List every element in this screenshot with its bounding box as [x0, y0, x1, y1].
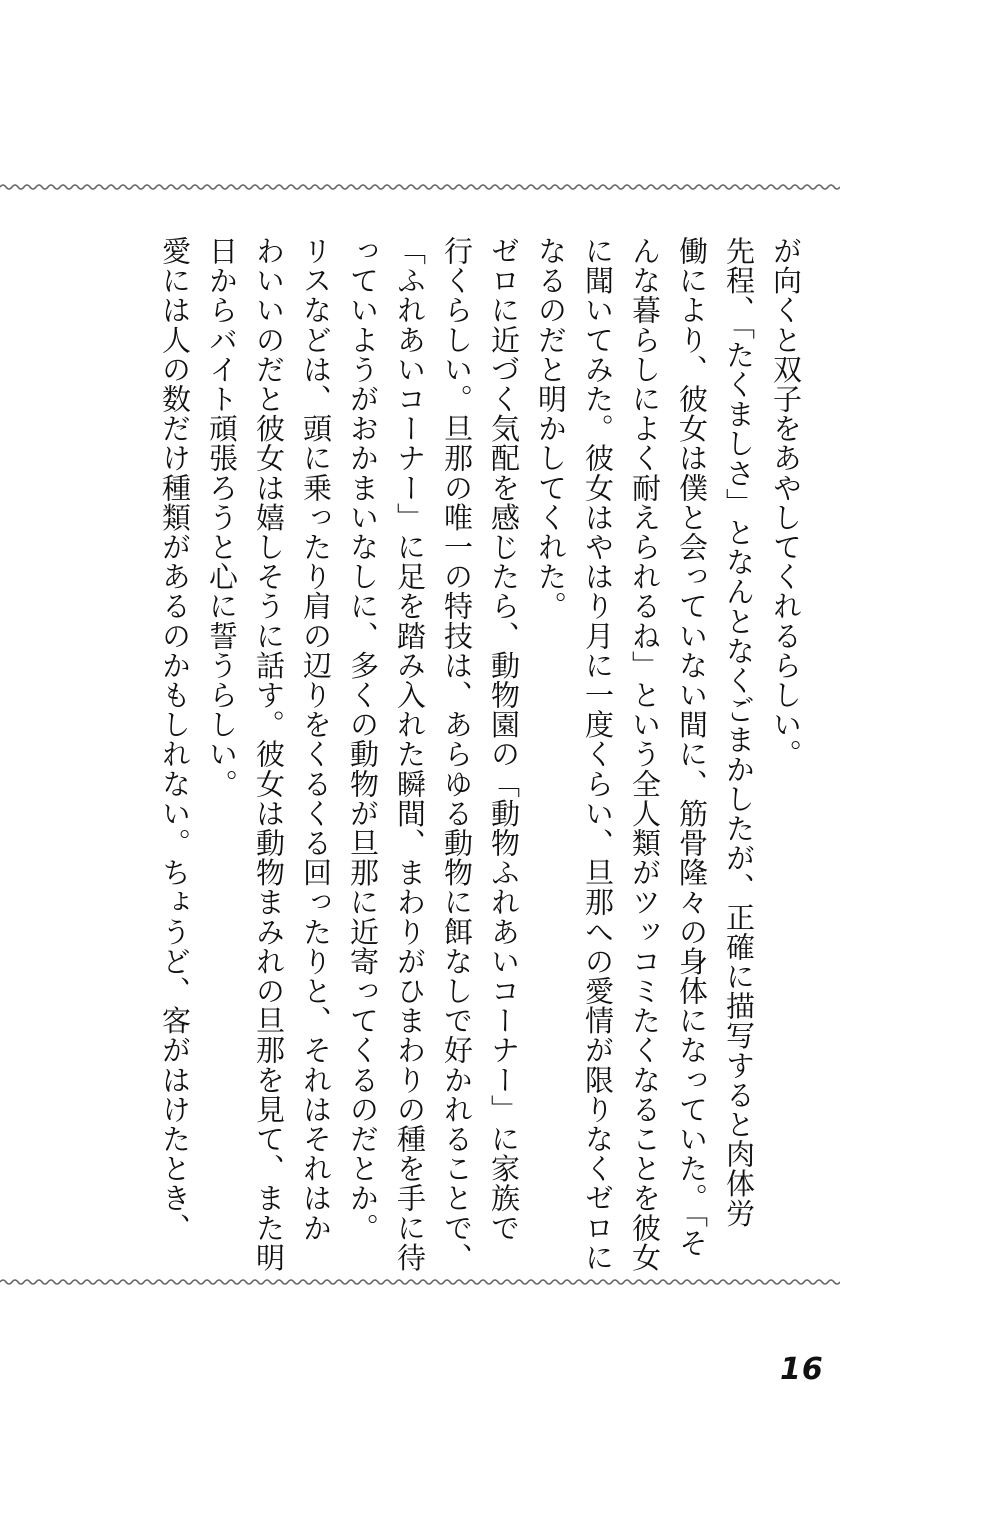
text-line-8: 行くらしい。旦那の唯一の特技は、あらゆる動物に餌なしで好かれることで、 [440, 236, 474, 1272]
top-wavy-divider [0, 180, 840, 194]
top-wavy-line [0, 180, 840, 194]
bottom-wavy-line [0, 1275, 840, 1289]
text-line-9: 「ふれあいコーナー」に足を踏み入れた瞬間、まわりがひまわりの種を手に待 [393, 236, 427, 1272]
text-line-1: が向くと双子をあやしてくれるらしい。 [769, 236, 803, 769]
text-line-3: 働により、彼女は僕と会っていない間に、筋骨隆々の身体になっていた。「そ [675, 236, 709, 1258]
text-line-7: ゼロに近づく気配を感じたら、動物園の「動物ふれあいコーナー」に家族で [487, 236, 521, 1243]
text-line-11: リスなどは、頭に乗ったり肩の辺りをくるくる回ったりと、それはそれはか [299, 236, 333, 1243]
text-line-5: に聞いてみた。彼女はやはり月に一度くらい、旦那への愛情が限りなくゼロに [581, 236, 615, 1272]
text-line-13: 日からバイト頑張ろうと心に誓うらしい。 [205, 236, 239, 799]
page-number: 16 [780, 1352, 824, 1387]
text-line-2: 先程、「たくましさ」となんとなくごまかしたが、正確に描写すると肉体労 [722, 236, 756, 1228]
text-line-10: っていようがおかまいなしに、多くの動物が旦那に近寄ってくるのだとか。 [346, 236, 380, 1243]
vertical-text-body [158, 236, 803, 1272]
bottom-wavy-divider [0, 1275, 840, 1289]
text-line-4: んな暮らしによく耐えられるね」という全人類がツッコミたくなることを彼女 [628, 236, 662, 1272]
text-line-14: 愛には人の数だけ種類があるのかもしれない。ちょうど、客がはけたとき、 [158, 236, 192, 1243]
text-line-6: なるのだと明かしてくれた。 [534, 236, 568, 621]
text-line-12: わいいのだと彼女は嬉しそうに話す。彼女は動物まみれの旦那を見て、また明 [252, 236, 286, 1272]
